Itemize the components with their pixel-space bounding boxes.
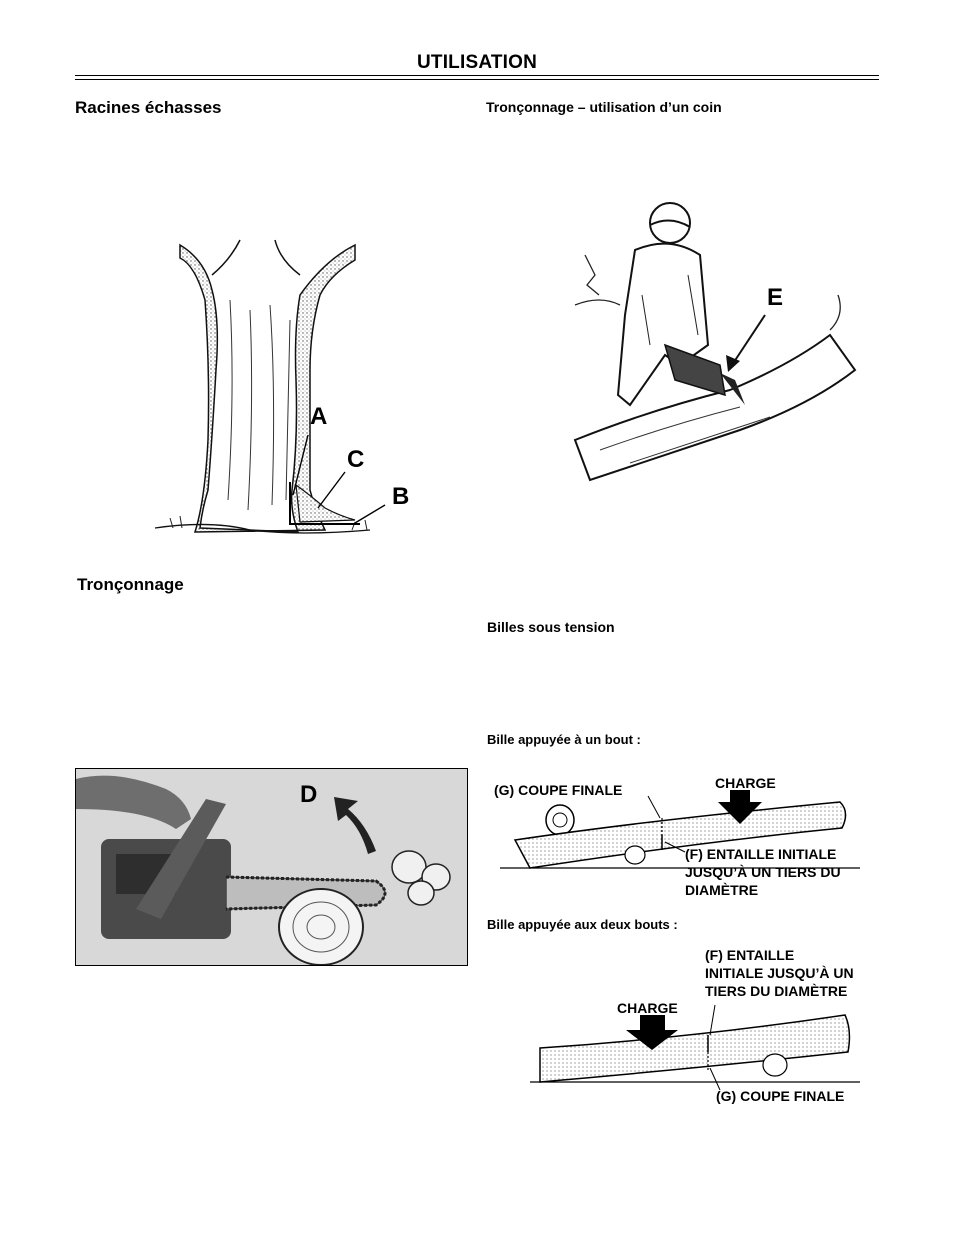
photo-label-d: D xyxy=(300,781,318,808)
log-supported-both-ends-diagram xyxy=(530,990,860,1090)
tree-label-b: B xyxy=(392,483,410,510)
header-rule xyxy=(75,75,879,76)
tree-label-a: A xyxy=(310,403,328,430)
diagram1-initial-notch-line: DIAMÈTRE xyxy=(685,882,759,898)
diagram1-initial-notch-line: JUSQU’À UN TIERS DU xyxy=(685,864,841,880)
heading-bucking: Tronçonnage xyxy=(77,575,184,594)
heading-wedge: Tronçonnage – utilisation d’un coin xyxy=(486,99,722,115)
tree-stilt-roots-illustration xyxy=(150,240,380,560)
diagram2-final-cut-label: (G) COUPE FINALE xyxy=(716,1088,845,1104)
wedge-label-e: E xyxy=(767,284,784,311)
tree-label-c: C xyxy=(347,446,365,473)
diagram2-initial-notch-label xyxy=(705,946,854,1000)
diagram1-initial-notch-label xyxy=(685,845,841,899)
diagram1-final-cut-label: (G) COUPE FINALE xyxy=(494,782,623,798)
wedge-bucking-illustration xyxy=(570,195,860,485)
diagram1-load-label: CHARGE xyxy=(715,775,776,791)
diagram2-initial-notch-line: (F) ENTAILLE xyxy=(705,947,795,963)
heading-logs-under-tension: Billes sous tension xyxy=(487,619,615,635)
bucking-photo xyxy=(75,768,468,966)
diagram2-load-label: CHARGE xyxy=(617,1000,678,1016)
caption-log-supported-both-ends: Bille appuyée aux deux bouts : xyxy=(487,917,678,932)
caption-log-supported-one-end: Bille appuyée à un bout : xyxy=(487,732,641,747)
chainsaw-photo-illustration xyxy=(76,769,467,965)
diagram1-initial-notch-line: (F) ENTAILLE INITIALE xyxy=(685,846,837,862)
heading-stilt-roots: Racines échasses xyxy=(75,98,222,117)
diagram2-initial-notch-line: TIERS DU DIAMÈTRE xyxy=(705,983,848,999)
diagram2-initial-notch-line: INITIALE JUSQU’À UN xyxy=(705,965,854,981)
page-title: UTILISATION xyxy=(416,52,538,73)
header-rule-thin xyxy=(75,79,879,80)
